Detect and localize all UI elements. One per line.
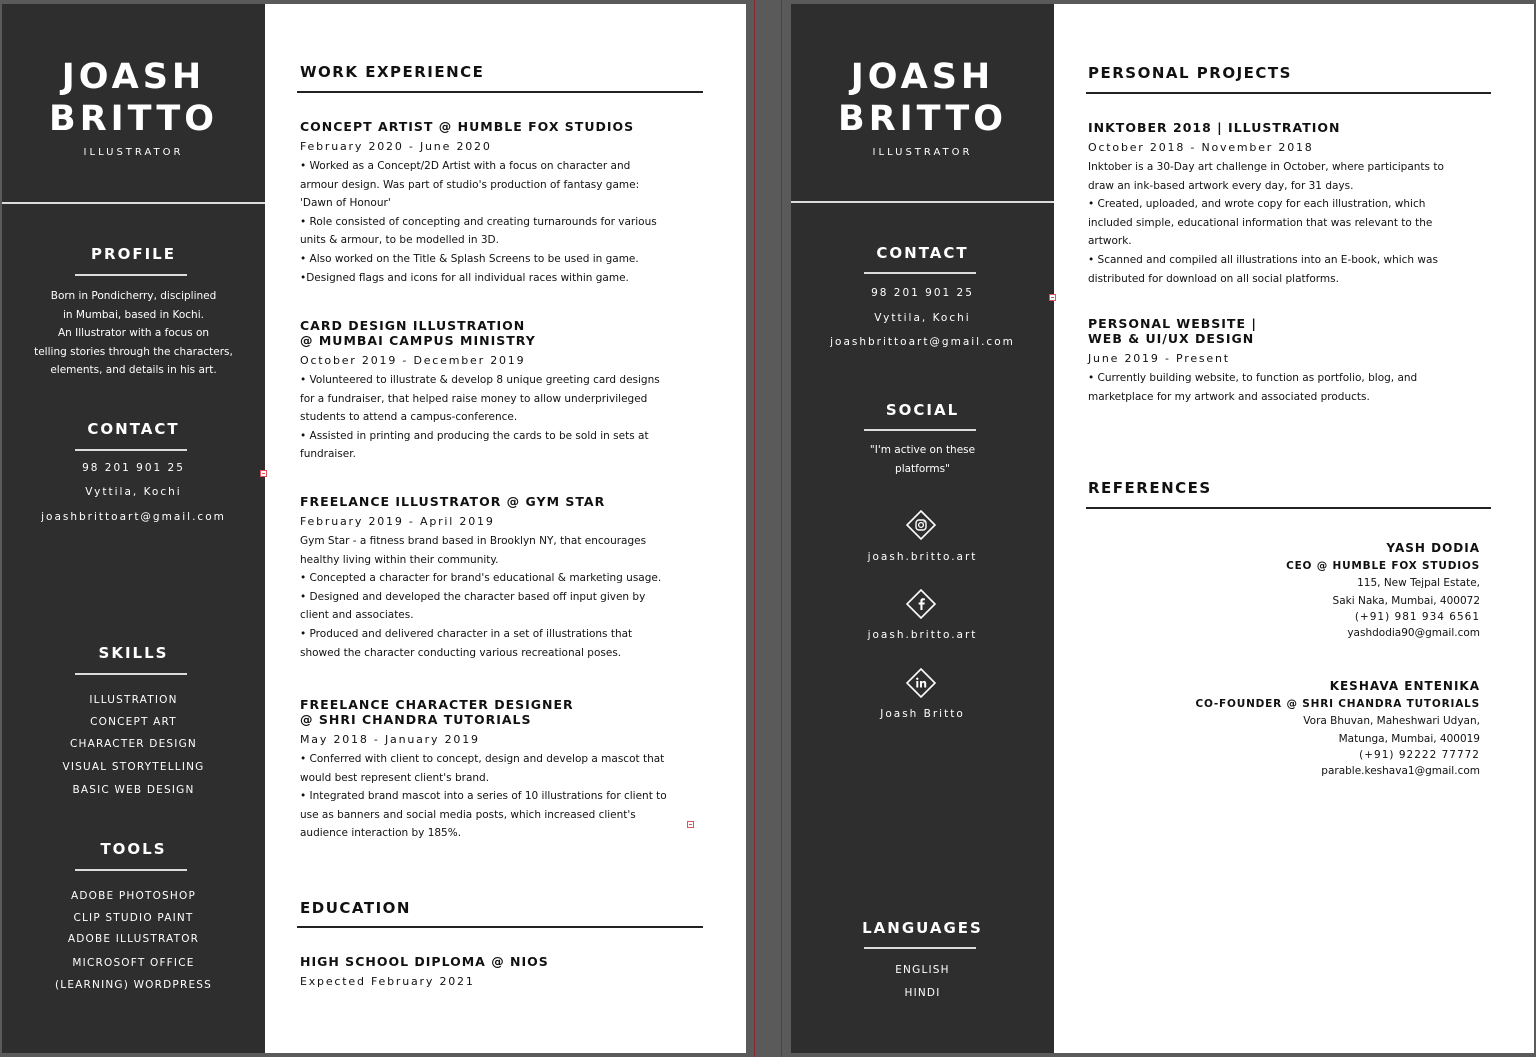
- reference-title: CO-FOUNDER @ SHRI CHANDRA TUTORIALS: [1195, 697, 1480, 710]
- job-date: February 2019 - April 2019: [300, 515, 495, 528]
- tools-rule: [75, 869, 187, 871]
- description-line: • Also worked on the Title & Splash Screens to be used in game.: [300, 252, 639, 265]
- skill-item: CONCEPT ART: [90, 716, 177, 728]
- job-date: October 2019 - December 2019: [300, 354, 526, 367]
- linkedin-icon[interactable]: [906, 668, 936, 698]
- facebook-icon[interactable]: [906, 589, 936, 619]
- description-line: for a fundraiser, that helped raise money to allow underprivileged: [300, 392, 648, 405]
- job-date: February 2020 - June 2020: [300, 140, 492, 153]
- page-gutter-line: [781, 0, 782, 1057]
- social-label[interactable]: Joash Britto: [880, 708, 965, 720]
- header-divider: [791, 201, 1054, 203]
- description-line: • Currently building website, to function as portfolio, blog, and: [1088, 372, 1418, 384]
- profile-rule: [75, 274, 187, 276]
- description-line: • Created, uploaded, and wrote copy for each illustration, which: [1088, 198, 1426, 211]
- contact-location: Vyttila, Kochi: [85, 486, 182, 498]
- instagram-icon[interactable]: [906, 510, 936, 540]
- project-entry: [1088, 120, 1498, 288]
- contact-phone: 98 201 901 25: [871, 287, 974, 299]
- reference-name: YASH DODIA: [1386, 541, 1480, 555]
- project-date: June 2019 - Present: [1088, 352, 1230, 365]
- description-line: • Integrated brand mascot into a series of 10 illustrations for client to: [300, 790, 667, 803]
- job-description: [300, 532, 700, 662]
- social-label[interactable]: joash.britto.art: [867, 629, 978, 641]
- profile-line: An Illustrator with a focus on: [57, 327, 210, 340]
- references-heading: REFERENCES: [1088, 479, 1212, 497]
- description-line: • Assisted in printing and producing the cards to be sold in sets at: [300, 429, 649, 442]
- job-date: May 2018 - January 2019: [300, 733, 480, 746]
- tool-item: ADOBE ILLUSTRATOR: [67, 933, 200, 945]
- role-title: ILLUSTRATOR: [83, 147, 184, 158]
- description-line: healthy living within their community.: [300, 553, 499, 566]
- profile-line: Born in Pondicherry, disciplined: [50, 290, 217, 302]
- reference-email[interactable]: parable.keshava1@gmail.com: [1321, 765, 1480, 777]
- description-line: showed the character conducting various recreational poses.: [300, 646, 622, 659]
- job-description: [300, 750, 700, 843]
- text-frame-marker[interactable]: [687, 821, 694, 828]
- social-quote: [791, 441, 1054, 478]
- work-experience-rule: [297, 91, 703, 93]
- description-line: • Role consisted of concepting and creating turnarounds for various: [300, 215, 657, 228]
- skills-heading: SKILLS: [98, 644, 169, 662]
- job-title: CONCEPT ARTIST @ HUMBLE FOX STUDIOS: [300, 119, 635, 134]
- job-title: FREELANCE CHARACTER DESIGNER: [300, 697, 574, 712]
- job-title: FREELANCE ILLUSTRATOR @ GYM STAR: [300, 494, 606, 509]
- social-label[interactable]: joash.britto.art: [867, 551, 978, 563]
- job-title: @ SHRI CHANDRA TUTORIALS: [300, 712, 532, 727]
- quote-line: platforms": [895, 462, 950, 475]
- profile-line: in Mumbai, based in Kochi.: [63, 308, 204, 321]
- contact-rule: [864, 272, 976, 274]
- role-title: ILLUSTRATOR: [872, 147, 973, 158]
- description-line: • Scanned and compiled all illustrations into an E-book, which was: [1088, 253, 1438, 266]
- reference-email[interactable]: yashdodia90@gmail.com: [1347, 627, 1480, 639]
- references-rule: [1086, 507, 1491, 509]
- description-line: would best represent client's brand.: [300, 771, 490, 784]
- project-title: PERSONAL WEBSITE |: [1088, 316, 1257, 331]
- skill-item: CHARACTER DESIGN: [70, 738, 197, 750]
- education-heading: EDUCATION: [300, 899, 411, 917]
- project-title: INKTOBER 2018 | ILLUSTRATION: [1088, 120, 1341, 135]
- personal-projects-rule: [1086, 92, 1491, 94]
- personal-projects-heading: PERSONAL PROJECTS: [1088, 64, 1292, 82]
- contact-email[interactable]: joashbrittoart@gmail.com: [41, 511, 226, 523]
- job-title: @ MUMBAI CAMPUS MINISTRY: [300, 333, 536, 348]
- description-line: • Concepted a character for brand's educational & marketing usage.: [300, 572, 662, 585]
- tool-item: (LEARNING) WORDPRESS: [54, 979, 213, 991]
- description-line: client and associates.: [300, 609, 414, 622]
- name-last: BRITTO: [838, 99, 1007, 139]
- description-line: • Designed and developed the character based off input given by: [300, 590, 646, 603]
- resume-page-1: [2, 4, 746, 1053]
- languages-heading: LANGUAGES: [862, 919, 983, 937]
- profile-heading: PROFILE: [91, 245, 176, 263]
- languages-rule: [864, 947, 976, 949]
- social-heading: SOCIAL: [885, 401, 960, 419]
- description-line: Gym Star - a fitness brand based in Brooklyn NY, that encourages: [300, 535, 647, 547]
- reference-title: CEO @ HUMBLE FOX STUDIOS: [1286, 559, 1480, 572]
- description-line: armour design. Was part of studio's production of fantasy game:: [300, 178, 640, 191]
- reference-phone: (+91) 92222 77772: [1359, 749, 1480, 761]
- social-rule: [864, 429, 976, 431]
- skill-item: ILLUSTRATION: [89, 694, 178, 706]
- description-line: Inktober is a 30-Day art challenge in October, where participants to: [1088, 161, 1444, 173]
- reference-phone: (+91) 981 934 6561: [1354, 611, 1480, 623]
- name-first: JOASH: [850, 57, 995, 97]
- profile-line: elements, and details in his art.: [50, 364, 217, 377]
- contact-heading: CONTACT: [876, 244, 969, 262]
- work-experience-heading: WORK EXPERIENCE: [300, 63, 485, 81]
- skills-rule: [75, 673, 187, 675]
- description-line: • Produced and delivered character in a set of illustrations that: [300, 627, 633, 640]
- description-line: 'Dawn of Honour': [300, 197, 391, 210]
- description-line: fundraiser.: [300, 448, 356, 461]
- reference-address: Matunga, Mumbai, 400019: [1338, 732, 1480, 745]
- page-gutter-line: [754, 0, 755, 1057]
- contact-email[interactable]: joashbrittoart@gmail.com: [830, 336, 1015, 348]
- description-line: artwork.: [1088, 235, 1132, 248]
- job-entry: [300, 697, 700, 843]
- contact-rule: [75, 449, 187, 451]
- project-description: [1088, 369, 1498, 406]
- contact-heading: CONTACT: [87, 420, 180, 438]
- description-line: use as banners and social media posts, which increased client's: [300, 808, 636, 821]
- profile-text: [2, 287, 265, 380]
- contact-location: Vyttila, Kochi: [874, 312, 971, 324]
- job-entry: [300, 119, 700, 287]
- quote-line: "I'm active on these: [869, 444, 976, 456]
- resume-page-2: [791, 4, 1534, 1053]
- description-line: draw an ink-based artwork every day, for 31 days.: [1088, 179, 1354, 192]
- text-frame-marker[interactable]: [1049, 294, 1056, 301]
- description-line: • Conferred with client to concept, design and develop a mascot that: [300, 753, 665, 765]
- project-entry: [1088, 316, 1498, 406]
- job-entry: [300, 494, 700, 662]
- reference-address: 115, New Tejpal Estate,: [1357, 577, 1480, 589]
- tool-item: CLIP STUDIO PAINT: [73, 912, 194, 924]
- description-line: •Designed flags and icons for all individual races within game.: [300, 271, 629, 284]
- reference-name: KESHAVA ENTENIKA: [1329, 679, 1480, 693]
- job-description: [300, 157, 700, 287]
- job-title: CARD DESIGN ILLUSTRATION: [300, 318, 526, 333]
- tools-heading: TOOLS: [100, 840, 167, 858]
- education-date: Expected February 2021: [300, 975, 475, 988]
- tool-item: MICROSOFT OFFICE: [72, 957, 195, 969]
- reference-entry: [1195, 678, 1480, 779]
- project-date: October 2018 - November 2018: [1088, 141, 1314, 154]
- sidebar: [791, 4, 1054, 1053]
- skill-item: VISUAL STORYTELLING: [62, 761, 205, 773]
- name-last: BRITTO: [49, 99, 218, 139]
- description-line: distributed for download on all social platforms.: [1088, 272, 1339, 285]
- description-line: • Worked as a Concept/2D Artist with a focus on character and: [300, 160, 631, 172]
- description-line: students to attend a campus-conference.: [300, 411, 518, 424]
- header-divider: [2, 202, 265, 204]
- profile-line: telling stories through the characters,: [34, 345, 233, 358]
- name-first: JOASH: [61, 57, 206, 97]
- education-title: HIGH SCHOOL DIPLOMA @ NIOS: [300, 954, 549, 969]
- reference-entry: [1286, 540, 1480, 641]
- education-rule: [297, 926, 703, 928]
- description-line: audience interaction by 185%.: [300, 827, 462, 840]
- description-line: marketplace for my artwork and associated products.: [1088, 390, 1370, 403]
- description-line: • Volunteered to illustrate & develop 8 unique greeting card designs: [300, 374, 660, 386]
- tool-item: ADOBE PHOTOSHOP: [70, 890, 197, 902]
- project-description: [1088, 158, 1498, 288]
- reference-address: Vora Bhuvan, Maheshwari Udyan,: [1303, 715, 1480, 727]
- description-line: included simple, educational information that was relevant to the: [1088, 216, 1433, 229]
- contact-phone: 98 201 901 25: [82, 462, 185, 474]
- language-item: HINDI: [904, 987, 941, 999]
- skill-item: BASIC WEB DESIGN: [72, 784, 195, 796]
- description-line: units & armour, to be modelled in 3D.: [300, 234, 499, 247]
- language-item: ENGLISH: [895, 964, 950, 976]
- job-entry: [300, 318, 700, 464]
- reference-address: Saki Naka, Mumbai, 400072: [1332, 594, 1480, 607]
- job-description: [300, 371, 700, 464]
- sidebar: [2, 4, 265, 1053]
- text-frame-marker[interactable]: [260, 470, 267, 477]
- project-title: WEB & UI/UX DESIGN: [1088, 331, 1255, 346]
